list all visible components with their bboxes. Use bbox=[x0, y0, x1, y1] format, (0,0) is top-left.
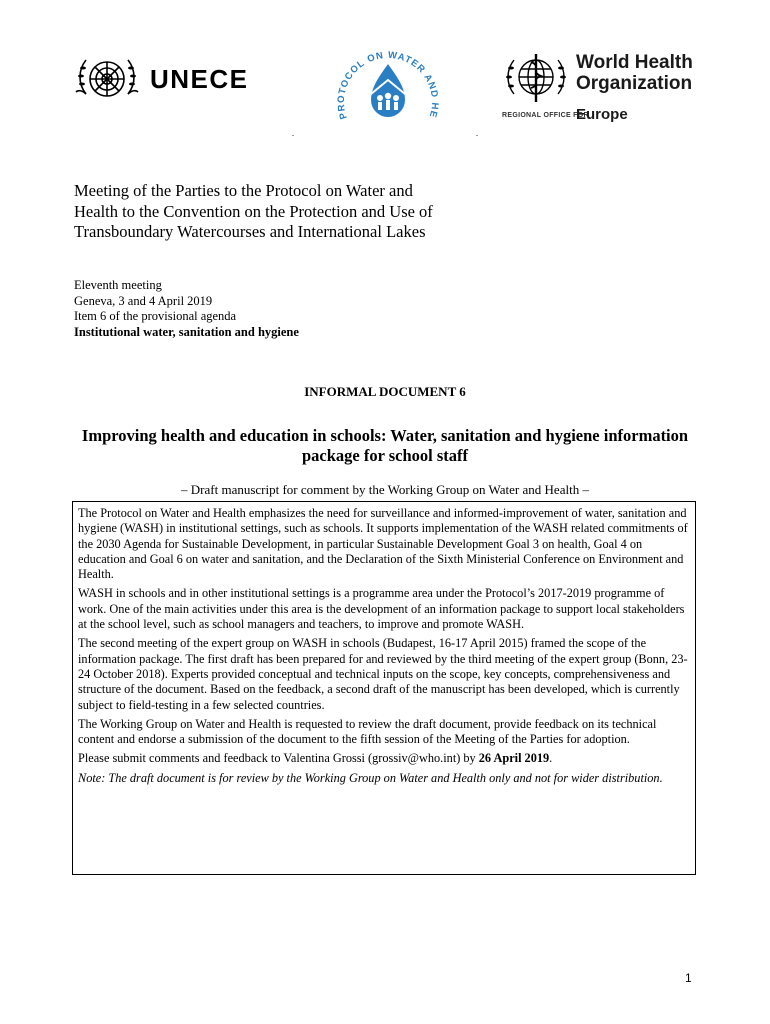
unece-logo bbox=[72, 50, 282, 110]
protocol-water-health-icon bbox=[333, 46, 443, 136]
who-regional-label: REGIONAL OFFICE FOR bbox=[502, 112, 589, 119]
meeting-meta bbox=[74, 278, 474, 340]
who-europe-label: Europe bbox=[576, 106, 628, 123]
meeting-title: Meeting of the Parties to the Protocol on Water and Health to the Convention on the Protection and Use of Transboundary Watercourses and International Lakes bbox=[74, 181, 433, 241]
agenda-title: Institutional water, sanitation and hygiene bbox=[74, 324, 299, 339]
submit-text-end: . bbox=[549, 751, 553, 766]
agenda-item: Item 6 of the provisional agenda bbox=[74, 309, 237, 323]
who-emblem-icon bbox=[500, 50, 572, 110]
header-divider-mark bbox=[292, 135, 294, 136]
who-name bbox=[576, 52, 693, 94]
summary-box bbox=[72, 501, 696, 875]
summary-paragraph-3: The second meeting of the expert group on WASH in schools (Budapest, 16-17 April 2015) framed the scope of the information package. The first draft has been prepared for and reviewed by the third meeting of the expert group (Bonn, 23-24 October 2018). Experts provided conceptual and technical inputs on the scope, key concepts, comprehensiveness and structure of the document. Based on the feedback, a second draft of the manuscript has been developed, which is currently subject to field-testing in a few selected countries. bbox=[78, 636, 688, 712]
document-subtitle: – Draft manuscript for comment by the Working Group on Water and Health – bbox=[181, 482, 589, 497]
header-divider-mark bbox=[476, 135, 478, 136]
summary-paragraph-2: WASH in schools and in other institutional settings is a programme area under the Protocol’s 2017-2019 programme of work. One of the main activities under this area is the development of an information package to support local stakeholders at the school level, such as school managers and teachers, to improve and promote WASH. bbox=[78, 586, 685, 632]
submit-text: Please submit comments and feedback to Valentina Grossi (grossiv@who.int) by bbox=[78, 751, 479, 766]
page-number: 1 bbox=[685, 971, 692, 985]
distribution-note: Note: The draft document is for review by the Working Group on Water and Health only and not for wider distribution. bbox=[78, 770, 663, 785]
document-label: INFORMAL DOCUMENT 6 bbox=[304, 384, 466, 399]
unece-wordmark: UNECE bbox=[150, 64, 249, 94]
protocol-logo-text: PROTOCOL ON WATER AND HE bbox=[335, 49, 441, 121]
deadline: 26 April 2019 bbox=[478, 751, 550, 766]
place-date: Geneva, 3 and 4 April 2019 bbox=[74, 293, 213, 308]
summary-paragraph-5 bbox=[78, 751, 690, 766]
document-title: Improving health and education in schools: Water, sanitation and hygiene information package for school staff bbox=[81, 426, 689, 465]
who-name-line1: World Health bbox=[576, 52, 693, 73]
protocol-logo bbox=[333, 46, 443, 136]
who-logo bbox=[500, 50, 700, 128]
who-name-line2: Organization bbox=[576, 73, 693, 94]
summary-paragraph-1: The Protocol on Water and Health emphasizes the need for surveillance and informed-improvement of water, sanitation and hygiene (WASH) in institutional settings, such as schools. It supports implementation of the WASH related commitments of the 2030 Agenda for Sustainable Development, in particular Sustainable Development Goal 3 on health, Goal 4 on education and Goal 6 on water and sanitation, and the Declaration of the Sixth Ministerial Conference on Environment and Health. bbox=[78, 506, 688, 582]
session-label: Eleventh meeting bbox=[74, 278, 162, 292]
un-emblem-icon bbox=[72, 50, 142, 112]
header-logos bbox=[0, 0, 770, 140]
summary-paragraph-4: The Working Group on Water and Health is requested to review the draft document, provide feedback on its technical content and endorse a submission of the document to the fifth session of the Meeting of the Parties for adoption. bbox=[78, 716, 657, 747]
